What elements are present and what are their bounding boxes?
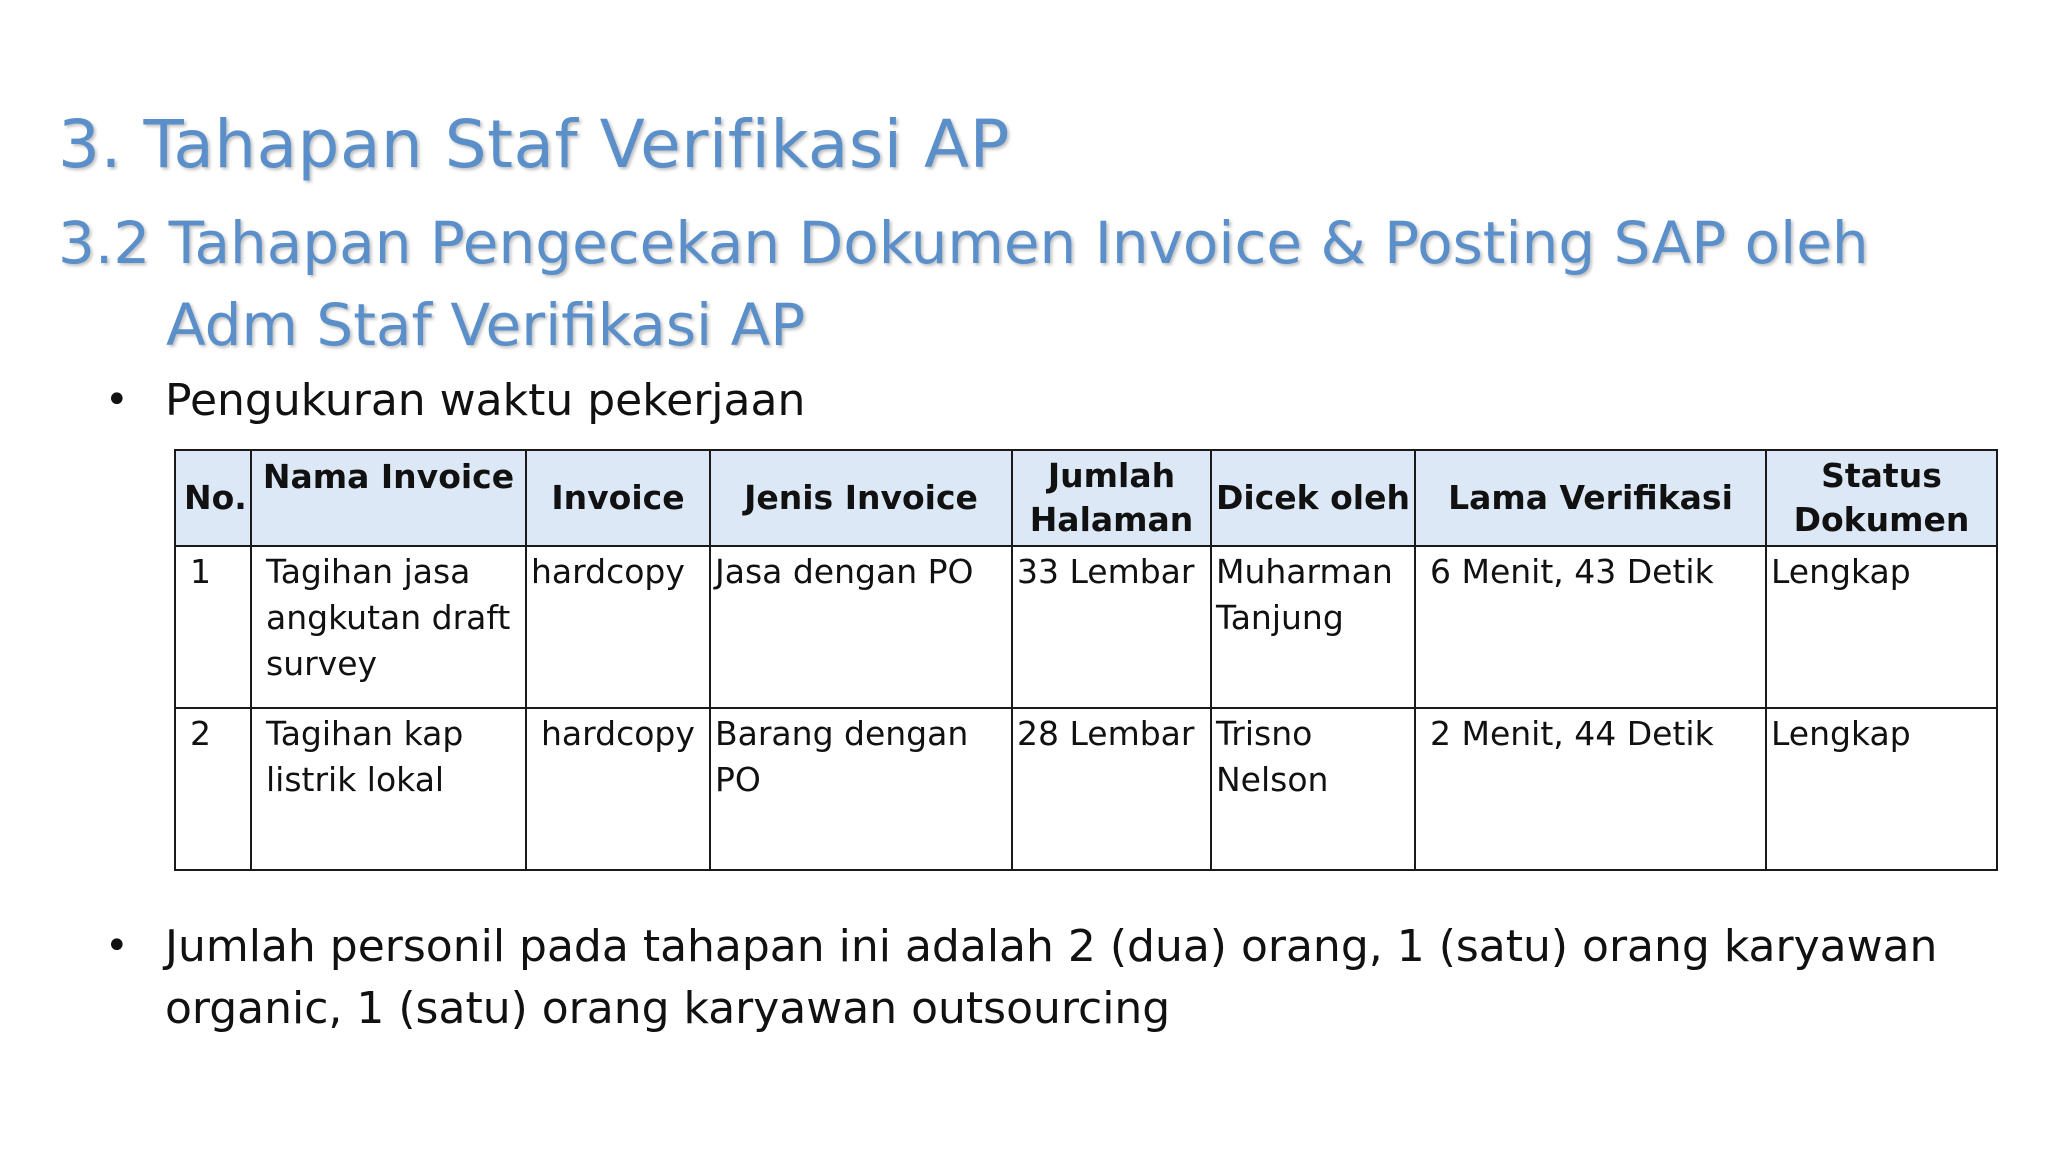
bullet-personnel (105, 916, 1945, 1040)
cell-status-dokumen: Lengkap (1766, 546, 1997, 708)
slide-title: 3. Tahapan Staf Verifikasi AP (58, 106, 1010, 183)
cell-jenis-invoice: Jasa dengan PO (710, 546, 1012, 708)
cell-jumlah-halaman: 33 Lembar (1012, 546, 1211, 708)
header-lama-verifikasi: Lama Verifikasi (1415, 450, 1766, 546)
header-jenis-invoice: Jenis Invoice (710, 450, 1012, 546)
bullet-dot: • (105, 377, 129, 423)
cell-jumlah-halaman: 28 Lembar (1012, 708, 1211, 870)
header-dicek-oleh: Dicek oleh (1211, 450, 1415, 546)
cell-no: 2 (175, 708, 251, 870)
cell-dicek-oleh: Muharman Tanjung (1211, 546, 1415, 708)
cell-nama-invoice: Tagihan jasa angkutan draft survey (251, 546, 526, 708)
cell-dicek-oleh: Trisno Nelson (1211, 708, 1415, 870)
header-invoice: Invoice (526, 450, 710, 546)
cell-status-dokumen: Lengkap (1766, 708, 1997, 870)
bullet-text: Jumlah personil pada tahapan ini adalah 2 (dua) orang, 1 (satu) orang karyawan organic, 1 (satu) orang karyawan outsourcing (165, 921, 1938, 1034)
cell-invoice: hardcopy (526, 708, 710, 870)
header-status-dokumen: Status Dokumen (1766, 450, 1997, 546)
header-jumlah-halaman: Jumlah Halaman (1012, 450, 1211, 546)
table-row (175, 708, 1997, 870)
cell-lama-verifikasi: 6 Menit, 43 Detik (1415, 546, 1766, 708)
subtitle-line-2: Adm Staf Verifikasi AP (166, 291, 806, 359)
invoice-table (174, 449, 1998, 871)
cell-no: 1 (175, 546, 251, 708)
table-header-row (175, 450, 1997, 546)
bullet-text: Pengukuran waktu pekerjaan (165, 375, 806, 426)
header-no: No. (175, 450, 251, 546)
cell-invoice: hardcopy (526, 546, 710, 708)
subtitle-line-1: 3.2 Tahapan Pengecekan Dokumen Invoice & Posting SAP oleh (58, 209, 1869, 277)
slide-subtitle (58, 202, 1958, 366)
cell-nama-invoice: Tagihan kap listrik lokal (251, 708, 526, 870)
table-row (175, 546, 1997, 708)
cell-lama-verifikasi: 2 Menit, 44 Detik (1415, 708, 1766, 870)
bullet-dot: • (105, 923, 129, 969)
cell-jenis-invoice: Barang dengan PO (710, 708, 1012, 870)
header-nama-invoice: Nama Invoice (251, 450, 526, 546)
bullet-measurement (105, 370, 805, 432)
